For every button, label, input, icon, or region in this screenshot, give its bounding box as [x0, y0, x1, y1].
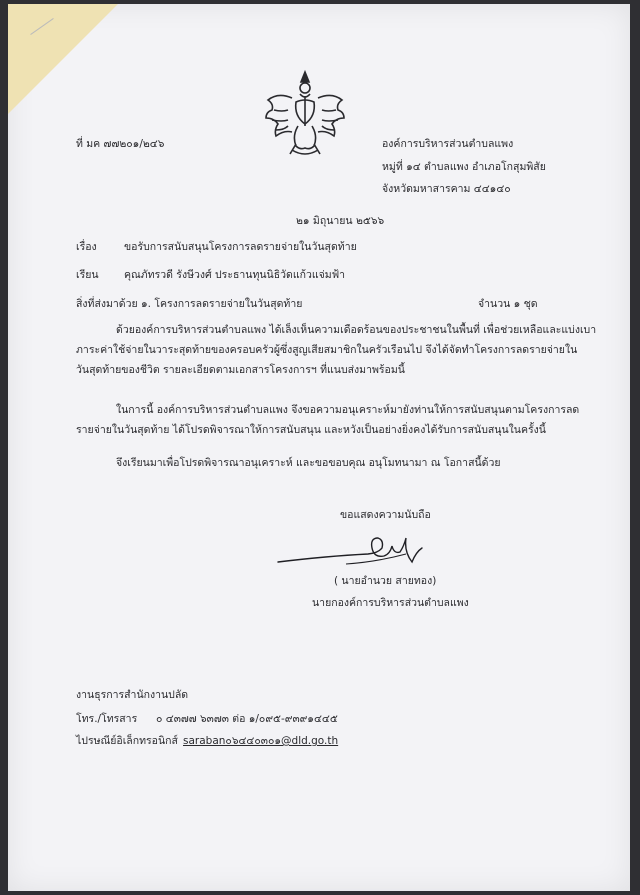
closing-regards: ขอแสดงความนับถือ [340, 509, 431, 521]
garuda-emblem-icon [262, 66, 348, 160]
body-paragraph-3: จึงเรียนมาเพื่อโปรดพิจารณาอนุเคราะห์ และขอขอบคุณ อนุโมทนามา ณ โอกาสนี้ด้วย [116, 457, 501, 469]
sender-address-line-2: จังหวัดมหาสารคาม ๔๔๑๔๐ [382, 183, 511, 195]
footer-phone-label: โทร./โทรสาร [76, 713, 138, 725]
paragraph-line: วันสุดท้ายของชีวิต รายละเอียดตามเอกสารโครงการฯ ที่แนบส่งมาพร้อมนี้ [76, 364, 405, 376]
body-paragraph-1 [76, 320, 596, 380]
enclosure-text: สิ่งที่ส่งมาด้วย ๑. โครงการลดรายจ่ายในวันสุดท้าย [76, 298, 303, 310]
paragraph-line: รายจ่ายในวันสุดท้าย ได้โปรดพิจารณาให้การสนับสนุน และหวังเป็นอย่างยิ่งคงได้รับการสนับสนุนในครั้งนี้ [76, 424, 546, 436]
enclosure-quantity: จำนวน ๑ ชุด [478, 298, 538, 310]
folded-corner [8, 4, 118, 114]
signer-name: ( นายอำนวย สายทอง) [334, 575, 437, 587]
handwritten-signature [276, 534, 444, 576]
footer-email-link[interactable]: saraban๐๖๔๔๐๓๐๑@dld.go.th [183, 735, 339, 747]
sender-organization: องค์การบริหารส่วนตำบลแพง [382, 138, 514, 150]
reference-number: ที่ มค ๗๗๒๐๑/๒๔๖ [76, 138, 165, 150]
footer-department: งานธุรการสำนักงานปลัด [76, 689, 189, 701]
subject-label: เรื่อง [76, 241, 97, 253]
signer-title: นายกองค์การบริหารส่วนตำบลแพง [312, 597, 469, 609]
footer-phone: ๐ ๔๓๗๗ ๖๓๗๓ ต่อ ๑/๐๙๕-๙๓๙๑๔๔๕ [156, 713, 338, 725]
letter-date: ๒๑ มิถุนายน ๒๕๖๖ [296, 215, 385, 227]
footer-email-label: ไปรษณีย์อิเล็กทรอนิกส์ [76, 735, 178, 747]
recipient-text: คุณภัทรวดี รังษีวงศ์ ประธานทุนนิธิวัดแก้วแจ่มฟ้า [124, 269, 346, 281]
paragraph-line: ในการนี้ องค์การบริหารส่วนตำบลแพง จึงขอความอนุเคราะห์มายังท่านให้การสนับสนุนตามโครงการลด [116, 404, 580, 416]
recipient-label: เรียน [76, 269, 99, 281]
subject-text: ขอรับการสนับสนุนโครงการลดรายจ่ายในวันสุดท้าย [124, 241, 357, 253]
paragraph-line: ภาระค่าใช้จ่ายในวาระสุดท้ายของครอบครัวผู้ซึ่งสูญเสียสมาชิกในครัวเรือนไป จึงได้จัดทำโครงการลดรายจ่ายใน [76, 344, 578, 356]
sender-address-line-1: หมู่ที่ ๑๔ ตำบลแพง อำเภอโกสุมพิสัย [382, 161, 546, 173]
paragraph-line: ด้วยองค์การบริหารส่วนตำบลแพง ได้เล็งเห็นความเดือดร้อนของประชาชนในพื้นที่ เพื่อช่วยเหลือและแบ่งเบา [116, 324, 597, 336]
body-paragraph-2 [76, 400, 579, 440]
